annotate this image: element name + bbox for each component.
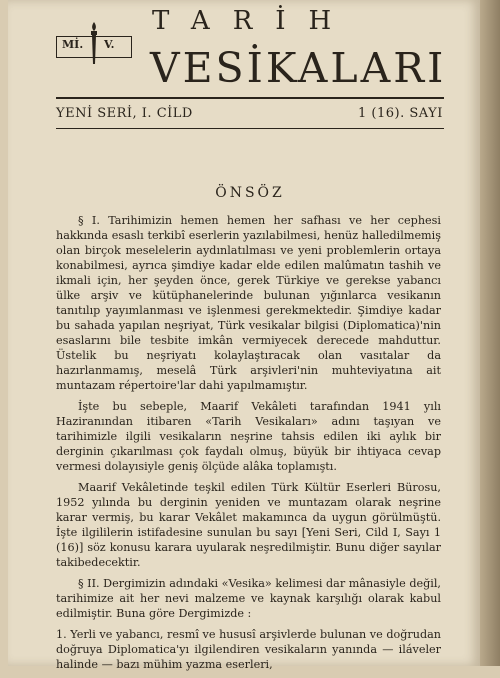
paragraph: İşte bu sebeple, Maarif Vekâleti tarafından 1941 yılı Haziranından itibaren «Tarih Vesikaları» adını taşıyan ve tarihimizle ilgili vesikaların neşrine tahsis edilen iki aylık bir derginin çıkarılması çok faydalı olmuş, büyük bir ihtiyaca cevap vermesi dolayısiyle geniş ölçüde alâka toplamıştı.: [56, 400, 441, 473]
masthead-top-word: TARİH: [152, 6, 355, 36]
header-rule-top: [56, 97, 444, 99]
book-spine: [480, 0, 500, 666]
body-text: [56, 213, 441, 678]
section-title: ÖNSÖZ: [215, 185, 285, 201]
series-label: YENİ SERİ, I. CİLD: [56, 106, 193, 121]
paragraph: Maarif Vekâletinde teşkil edilen Türk Kültür Eserleri Bürosu, 1952 yılında bu derginin yeniden ve muntazam olarak neşrine karar vermiş, bu karar Vekâlet makamınca da uygun görülmüştü. İşte ilgililerin istifadesine sunulan bu sayı [Yeni Seri, Cild I, Sayı 1 (16)] söz konusu karara uyularak neşredilmiştir. Bunu diğer sayılar takibedecektir.: [56, 481, 441, 569]
paragraph: § II. Dergimizin adındaki «Vesika» kelimesi dar mânasiyle değil, tarihimize ait her nevi malzeme ve kaynak karşılığı olarak kabul edilmiştir. Buna göre Dergimizde :: [56, 577, 441, 620]
issue-label: 1 (16). SAYI: [358, 106, 443, 121]
header-rule-bottom: [56, 128, 444, 129]
logo-left-text: Mİ.: [62, 38, 84, 51]
journal-logo: [56, 20, 132, 66]
paragraph: § I. Tarihimizin hemen hemen her safhası ve her cephesi hakkında esaslı terkibî eserlerin yazılabilmesi, henüz halledilmemiş olan birçok meselelerin aydınlatılması ve yeni problemlerin ortaya konabilmesi, ayrıca şimdiye kadar elde edilen malûmatın tashih ve ikmali için, her şeyden önce, gerek Türkiye ve gerekse yabancı ülke arşiv ve kütüphanelerinde bulunan yığınlarca vesikanın tanıtılıp yayımlanması ve işlenmesi gerekmektedir. Şimdiye kadar bu sahada yapılan neşriyat, Türk vesikalar bilgisi (Diplomatica)'nin esaslarını bile tesbite imkân vermiyecek derecede mahduttur. Üstelik bu neşriyatı kolaylaştıracak olan vasıtalar da hazırlanmamış, meselâ Türk arşivleri'nin muhteviyatına ait muntazam répertoire'lar dahi yapılmamıştır.: [56, 214, 441, 392]
torch-icon: [88, 20, 100, 66]
logo-right-text: V.: [104, 38, 115, 51]
list-item: 1. Yerli ve yabancı, resmî ve hususî arşivlerde bulunan ve doğrudan doğruya Diplomatica'yı ilgilendiren vesikaların yanında — iláveler halinde — bazı mühim yazma eserleri,: [56, 628, 441, 671]
masthead-main-word: VESİKALARI: [150, 44, 447, 92]
